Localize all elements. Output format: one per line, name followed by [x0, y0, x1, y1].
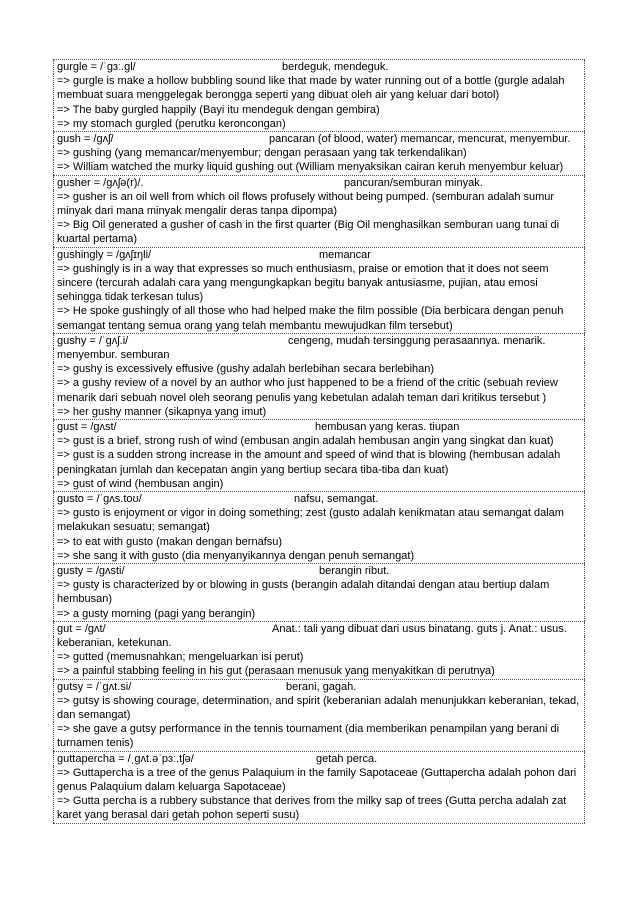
entry-example-line: => Guttapercha is a tree of the genus Palaquium in the family Sapotaceae (Guttapercha adalah pohon dari genus Palaquium dalam keluarga Sapotaceae): [53, 766, 585, 794]
dictionary-entry: [53, 752, 585, 824]
headword-meaning: berdeguk, mendeguk.: [282, 61, 389, 73]
entry-example-line: => her gushy manner (sikapnya yang imut): [53, 405, 585, 419]
entry-example-line: => she sang it with gusto (dia menyanyikannya dengan penuh semangat): [53, 549, 585, 563]
entry-example-line: => gust of wind (hembusan angin): [53, 477, 585, 491]
headword: gushingly = /ɡʌʃɪŋli/: [57, 248, 152, 261]
headword: guttapercha = /ˌɡʌt.əˈpɜː.tʃə/: [57, 752, 194, 765]
entry-headline: [53, 420, 585, 434]
entry-example-line: => gushy is excessively effusive (gushy adalah berlebihan secara berlebihan): [53, 362, 585, 376]
entry-headline: [53, 176, 585, 190]
headword: gushy = /ˈɡʌʃ.i/: [57, 334, 129, 347]
entry-example-line: => gust is a sudden strong increase in the amount and speed of wind that is blowing (hembusan adalah peningkatan jumlah dan kecepatan angin yang bertiup secara tiba-tiba dan kuat): [53, 448, 585, 476]
entry-example-line: => gust is a brief, strong rush of wind (embusan angin adalah hembusan angin yang singkat dan kuat): [53, 434, 585, 448]
entry-example-line: => William watched the murky liquid gushing out (William menyaksikan cairan keruh menyembur keluar): [53, 160, 585, 174]
entry-example-line: => gurgle is make a hollow bubbling sound like that made by water running out of a bottle (gurgle adalah membuat suara menggelegak berongga seperti yang dibuat oleh air yang keluar dari botol): [53, 74, 585, 102]
entry-example-line: => gusher is an oil well from which oil flows profusely without being pumped. (semburan adalah sumur minyak dari mana minyak mengalir deras tanpa dipompa): [53, 190, 585, 218]
entry-example-line: => gutsy is showing courage, determination, and spirit (keberanian adalah menunjukkan keberanian, tekad, dan semangat): [53, 694, 585, 722]
headword-meaning: berangin ribut.: [319, 565, 390, 577]
headword: gush = /ɡʌʃ/: [57, 133, 114, 145]
headword-meaning: cengeng, mudah tersinggung perasaannya. menarik.: [288, 334, 546, 347]
entry-headline: [53, 622, 585, 636]
headword-meaning-continued: menyembur. semburan: [53, 348, 585, 362]
headword: gust = /ɡʌst/: [57, 421, 117, 433]
entry-headline: [53, 132, 585, 146]
entry-headline: [53, 334, 585, 348]
dictionary-entry: [53, 492, 585, 564]
dictionary-entry: [53, 132, 585, 176]
entry-example-line: => Gutta percha is a rubbery substance that derives from the milky sap of trees (Gutta percha adalah zat karet yang berasal dari getah pohon seperti susu): [53, 794, 585, 822]
headword-meaning-continued: keberanian, ketekunan.: [53, 636, 585, 650]
entry-example-line: => she gave a gutsy performance in the tennis tournament (dia memberikan penampilan yang berani di turnamen tenis): [53, 722, 585, 750]
entry-example-line: => to eat with gusto (makan dengan bernafsu): [53, 535, 585, 549]
entry-example-line: => my stomach gurgled (perutku keroncongan): [53, 117, 585, 131]
headword: gurgle = /ˈɡɜː.ɡl/: [57, 61, 136, 73]
entry-headline: [53, 564, 585, 578]
entry-example-line: => gutted (memusnahkan; mengeluarkan isi perut): [53, 650, 585, 664]
headword: gusto = /ˈɡʌs.toʊ/: [57, 493, 142, 505]
headword-meaning: pancaran (of blood, water) memancar, mencurat, menyembur.: [269, 133, 571, 145]
headword-meaning: Anat.: tali yang dibuat dari usus binatang. guts j. Anat.: usus.: [272, 622, 567, 635]
headword: gut = /ɡʌt/: [57, 622, 106, 635]
dictionary-entry: [53, 420, 585, 492]
entry-headline: [53, 248, 585, 262]
entry-example-line: => The baby gurgled happily (Bayi itu mendeguk dengan gembira): [53, 103, 585, 117]
entry-example-line: => a gushy review of a novel by an author who just happened to be a friend of the critic (sebuah review menarik dari sebuah novel oleh seorang penulis yang kebetulan adalah teman dari kritikus tersebut ): [53, 376, 585, 404]
headword-meaning: berani, gagah.: [286, 680, 357, 693]
headword: gusty = /ɡʌsti/: [57, 565, 125, 577]
headword-meaning: memancar: [319, 248, 371, 261]
dictionary-entry: [53, 334, 585, 420]
entry-example-line: => Big Oil generated a gusher of cash in the first quarter (Big Oil menghasilkan semburan uang tunai di kuartal pertama): [53, 218, 585, 246]
entry-example-line: => gushing (yang memancar/menyembur; dengan perasaan yang tak terkendalikan): [53, 146, 585, 160]
dictionary-entry: [53, 176, 585, 248]
entry-example-line: => a gusty morning (pagi yang berangin): [53, 607, 585, 621]
headword: gusher = /ɡʌʃə(r)/.: [57, 176, 144, 189]
dictionary-entry: [53, 680, 585, 752]
entry-headline: [53, 680, 585, 694]
dictionary-entry: [53, 564, 585, 622]
entry-example-line: => a painful stabbing feeling in his gut (perasaan menusuk yang menyakitkan di perutnya): [53, 664, 585, 678]
entry-headline: [53, 60, 585, 74]
entry-example-line: => gusty is characterized by or blowing in gusts (berangin adalah ditandai dengan atau bertiup dalam hembusan): [53, 578, 585, 606]
headword-meaning: hembusan yang keras. tiupan: [315, 421, 460, 433]
entry-example-line: => He spoke gushingly of all those who had helped make the film possible (Dia berbicara dengan penuh semangat tentang semua orang yang telah membantu mewujudkan film tersebut): [53, 304, 585, 332]
dictionary-entry: [53, 59, 585, 132]
entry-headline: [53, 492, 585, 506]
headword-meaning: getah perca.: [316, 752, 378, 765]
headword-meaning: nafsu, semangat.: [294, 493, 379, 505]
dictionary-entry: [53, 248, 585, 334]
headword-meaning: pancuran/semburan minyak.: [344, 176, 483, 189]
entry-example-line: => gushingly is in a way that expresses so much enthusiasm, praise or emotion that it does not seem sincere (tercurah adalah cara yang mengungkapkan begitu banyak antusiasme, pujian, atau emosi sehingga tidak terkesan tulus): [53, 262, 585, 305]
dictionary-entry: [53, 622, 585, 680]
entry-headline: [53, 752, 585, 766]
headword: gutsy = /ˈɡʌt.si/: [57, 680, 132, 693]
entry-example-line: => gusto is enjoyment or vigor in doing something; zest (gusto adalah kenikmatan atau semangat dalam melakukan sesuatu; semangat): [53, 506, 585, 534]
dictionary-sheet: [53, 59, 585, 824]
